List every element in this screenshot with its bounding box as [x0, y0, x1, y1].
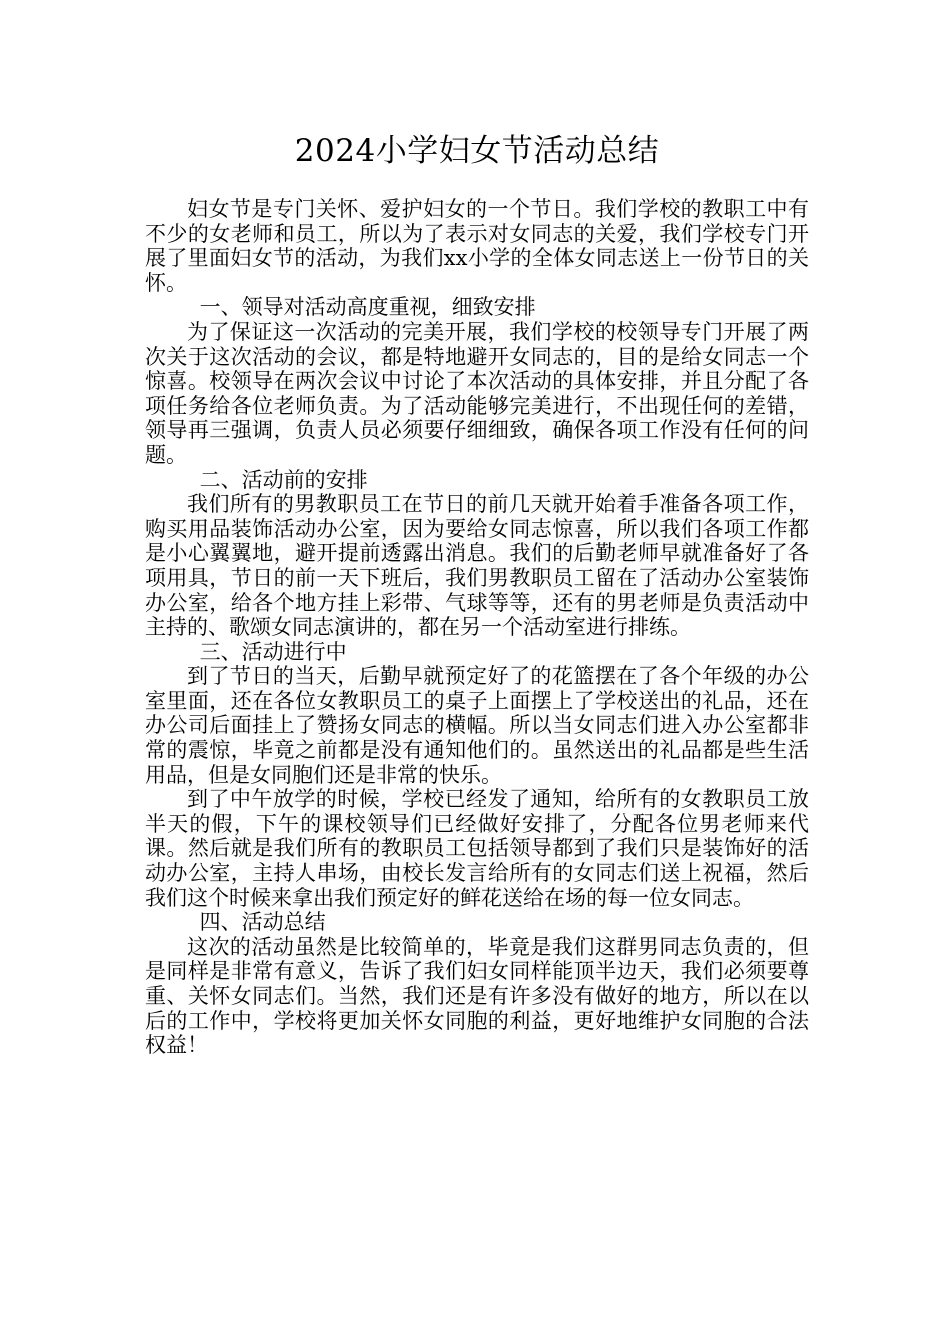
document-body — [145, 197, 809, 1058]
body-paragraph: 到了中午放学的时候，学校已经发了通知，给所有的女教职员工放半天的假，下午的课校领导们已经做好安排了，分配各位男老师来代课。然后就是我们所有的教职员工包括领导都到了我们只是装饰好的活动办公室，主持人串场，由校长发言给所有的女同志们送上祝福，然后我们这个时候来拿出我们预定好的鲜花送给在场的每一位女同志。 — [145, 787, 809, 910]
body-paragraph: 为了保证这一次活动的完美开展，我们学校的校领导专门开展了两次关于这次活动的会议，都是特地避开女同志的，目的是给女同志一个惊喜。校领导在两次会议中讨论了本次活动的具体安排，并且分配了各项任务给各位老师负责。为了活动能够完美进行，不出现任何的差错，领导再三强调，负责人员必须要仔细细致，确保各项工作没有任何的问题。 — [145, 319, 809, 467]
intro-paragraph: 妇女节是专门关怀、爱护妇女的一个节日。我们学校的教职工中有不少的女老师和员工，所以为了表示对女同志的关爱，我们学校专门开展了里面妇女节的活动，为我们xx小学的全体女同志送上一份节日的关怀。 — [145, 197, 809, 295]
document-title: 2024小学妇女节活动总结 — [294, 133, 660, 169]
section-heading-4: 四、活动总结 — [199, 910, 326, 935]
section-heading-2: 二、活动前的安排 — [199, 467, 368, 492]
body-paragraph: 我们所有的男教职员工在节日的前几天就开始着手准备各项工作，购买用品装饰活动办公室，因为要给女同志惊喜，所以我们各项工作都是小心翼翼地，避开提前透露出消息。我们的后勤老师早就准备好了各项用具，节日的前一天下班后，我们男教职员工留在了活动办公室装饰办公室，给各个地方挂上彩带、气球等等，还有的男老师是负责活动中主持的、歌颂女同志演讲的，都在另一个活动室进行排练。 — [145, 492, 809, 640]
body-paragraph: 到了节日的当天，后勤早就预定好了的花篮摆在了各个年级的办公室里面，还在各位女教职员工的桌子上面摆上了学校送出的礼品，还在办公司后面挂上了赞扬女同志的横幅。所以当女同志们进入办公室都非常的震惊，毕竟之前都是没有通知他们的。虽然送出的礼品都是些生活用品，但是女同胞们还是非常的快乐。 — [145, 664, 809, 787]
document-page — [145, 128, 809, 1058]
section-heading-3: 三、活动进行中 — [199, 639, 347, 664]
body-paragraph: 这次的活动虽然是比较简单的，毕竟是我们这群男同志负责的，但是同样是非常有意义，告诉了我们妇女同样能顶半边天，我们必须要尊重、关怀女同志们。当然，我们还是有许多没有做好的地方，所以在以后的工作中，学校将更加关怀女同胞的利益，更好地维护女同胞的合法权益！ — [145, 934, 809, 1058]
section-heading-1: 一、领导对活动高度重视，细致安排 — [199, 295, 536, 320]
